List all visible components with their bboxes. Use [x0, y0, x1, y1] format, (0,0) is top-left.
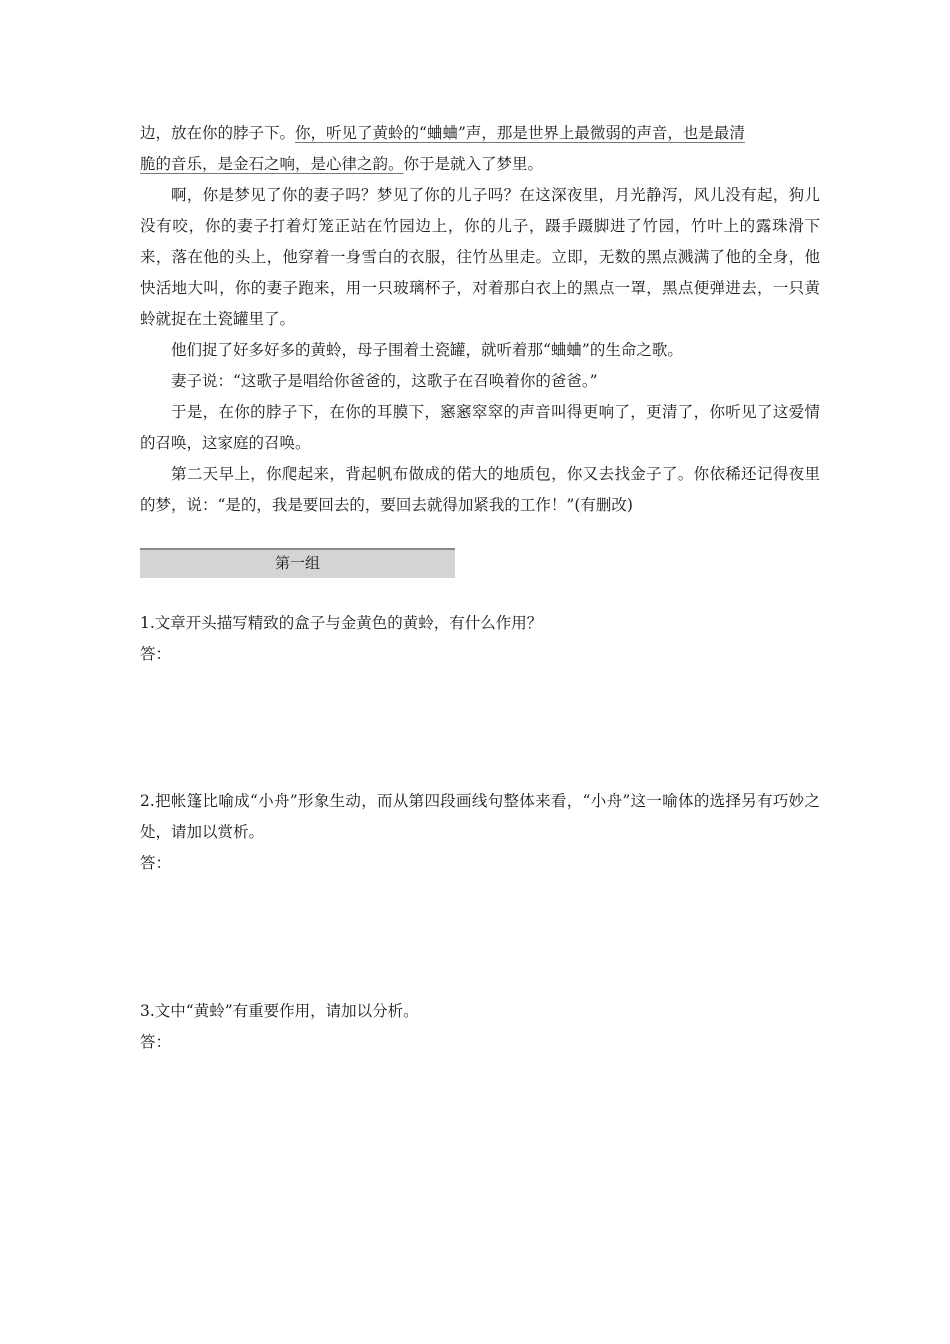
passage-paragraph-6: 第二天早上，你爬起来，背起帆布做成的偌大的地质包，你又去找金子了。你依稀还记得夜里的梦，说：“是的，我是要回去的，要回去就得加紧我的工作！”(有删改)	[140, 465, 820, 514]
question-text: 1.文章开头描写精致的盒子与金黄色的黄蛉，有什么作用？	[140, 614, 543, 632]
question-1	[140, 608, 820, 670]
question-text: 2.把帐篷比喻成“小舟”形象生动，而从第四段画线句整体来看，“小舟”这一喻体的选择另有巧妙之处，请加以赏析。	[140, 792, 820, 841]
answer-label: 答：	[140, 645, 172, 663]
passage-paragraph-4: 妻子说：“这歌子是唱给你爸爸的，这歌子在召唤着你的爸爸。”	[171, 372, 598, 390]
passage	[140, 118, 820, 521]
text-span: 边，放在你的脖子下。	[140, 124, 296, 142]
text-span: 你于是就入了梦里。	[403, 155, 544, 173]
underlined-sentence: 你，听见了黄蛉的“蛐蛐”声，那是世界上最微弱的声音，也是最清	[295, 124, 745, 142]
answer-label: 答：	[140, 1033, 172, 1051]
question-text: 3.文中“黄蛉”有重要作用，请加以分析。	[140, 1002, 419, 1020]
passage-paragraph-1	[140, 118, 820, 180]
answer-label: 答：	[140, 854, 172, 872]
section-header: 第一组	[140, 548, 455, 578]
passage-paragraph-2: 啊，你是梦见了你的妻子吗？梦见了你的儿子吗？在这深夜里，月光静泻，风儿没有起，狗儿没有咬，你的妻子打着灯笼正站在竹园边上，你的儿子，蹑手蹑脚进了竹园，竹叶上的露珠滑下来，落在他的头上，他穿着一身雪白的衣服，往竹丛里走。立即，无数的黑点溅满了他的全身，他快活地大叫，你的妻子跑来，用一只玻璃杯子，对着那白衣上的黑点一罩，黑点便弹进去，一只黄蛉就捉在土瓷罐里了。	[140, 186, 820, 328]
question-2	[140, 786, 820, 879]
question-3	[140, 996, 820, 1058]
underlined-sentence: 脆的音乐，是金石之响，是心律之韵。	[140, 155, 404, 173]
passage-paragraph-5: 于是，在你的脖子下，在你的耳膜下，窸窸窣窣的声音叫得更响了，更清了，你听见了这爱情的召唤，这家庭的召唤。	[140, 403, 820, 452]
passage-paragraph-3: 他们捉了好多好多的黄蛉，母子围着土瓷罐，就听着那“蛐蛐”的生命之歌。	[171, 341, 683, 359]
